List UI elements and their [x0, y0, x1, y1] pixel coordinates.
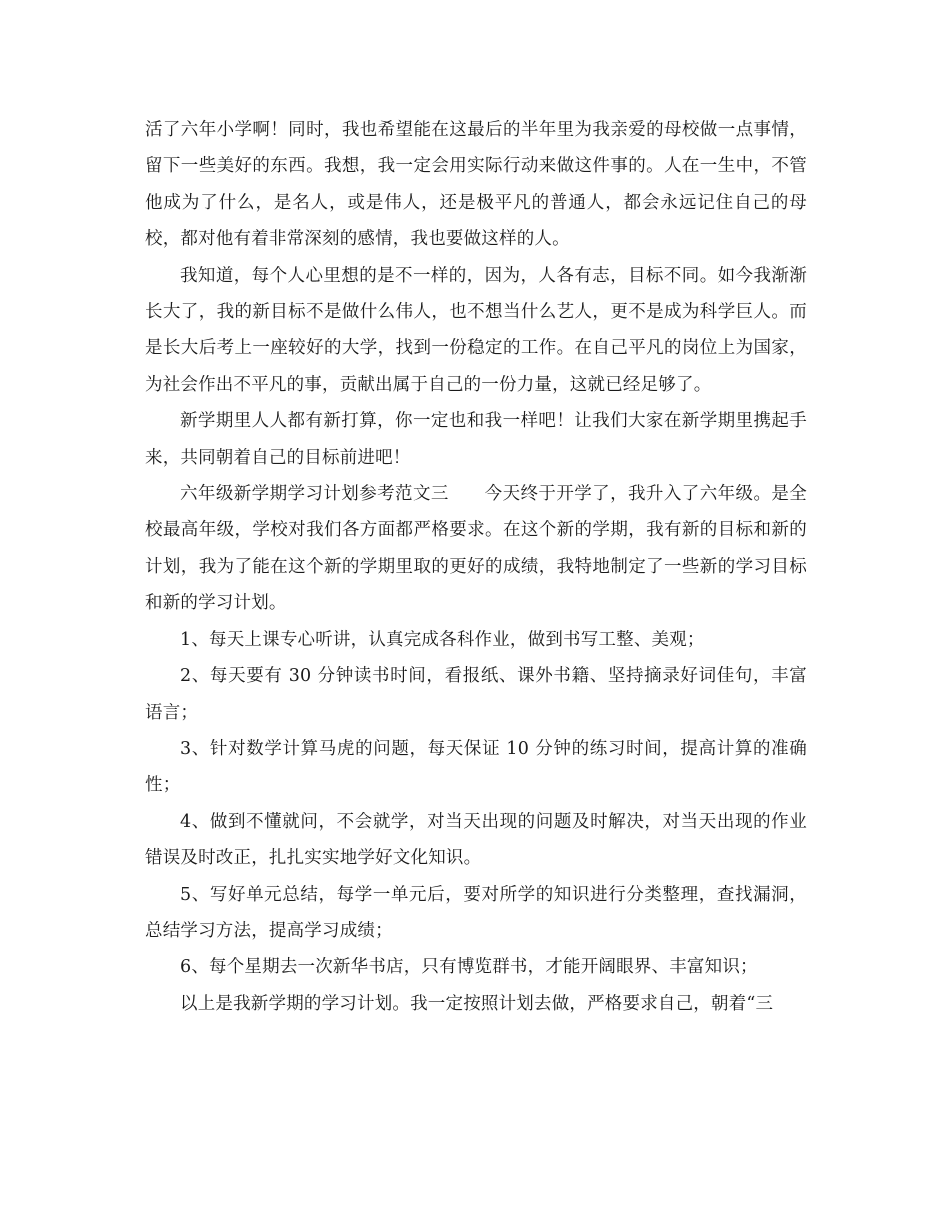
document-body — [145, 112, 807, 1022]
list-item-4: 4、做到不懂就问，不会就学，对当天出现的问题及时解决，对当天出现的作业错误及时改正，扎扎实实地学好文化知识。 — [145, 811, 807, 869]
paragraph-4: 六年级新学期学习计划参考范文三 今天终于开学了，我升入了六年级。是全校最高年级，学校对我们各方面都严格要求。在这个新的学期，我有新的目标和新的计划，我为了能在这个新的学期里取的更好的成绩，我特地制定了一些新的学习目标和新的学习计划。 — [145, 484, 807, 614]
paragraph-1: 活了六年小学啊！同时，我也希望能在这最后的半年里为我亲爱的母校做一点事情，留下一些美好的东西。我想，我一定会用实际行动来做这件事的。人在一生中，不管他成为了什么，是名人，或是伟人，还是极平凡的普通人，都会永远记住自己的母校，都对他有着非常深刻的感情，我也要做这样的人。 — [145, 120, 807, 250]
list-item-3: 3、针对数学计算马虎的问题，每天保证 10 分钟的练习时间，提高计算的准确性； — [145, 738, 807, 796]
list-item-5: 5、写好单元总结，每学一单元后，要对所学的知识进行分类整理，查找漏洞，总结学习方法，提高学习成绩； — [145, 884, 807, 941]
list-item-2: 2、每天要有 30 分钟读书时间，看报纸、课外书籍、坚持摘录好词佳句，丰富语言； — [145, 666, 807, 723]
list-item-1: 1、每天上课专心听讲，认真完成各科作业，做到书写工整、美观； — [180, 629, 705, 650]
paragraph-2: 我知道，每个人心里想的是不一样的，因为，人各有志，目标不同。如今我渐渐长大了，我的新目标不是做什么伟人，也不想当什么艺人，更不是成为科学巨人。而是长大后考上一座较好的大学，找到一份稳定的工作。在自己平凡的岗位上为国家，为社会作出不平凡的事，贡献出属于自己的一份力量，这就已经足够了。 — [145, 265, 807, 395]
paragraph-3: 新学期里人人都有新打算，你一定也和我一样吧！让我们大家在新学期里携起手来，共同朝着自己的目标前进吧！ — [145, 411, 807, 468]
paragraph-closing: 以上是我新学期的学习计划。我一定按照计划去做，严格要求自己，朝着“三 — [180, 993, 774, 1014]
list-item-6: 6、每个星期去一次新华书店，只有博览群书，才能开阔眼界、丰富知识； — [180, 957, 758, 978]
